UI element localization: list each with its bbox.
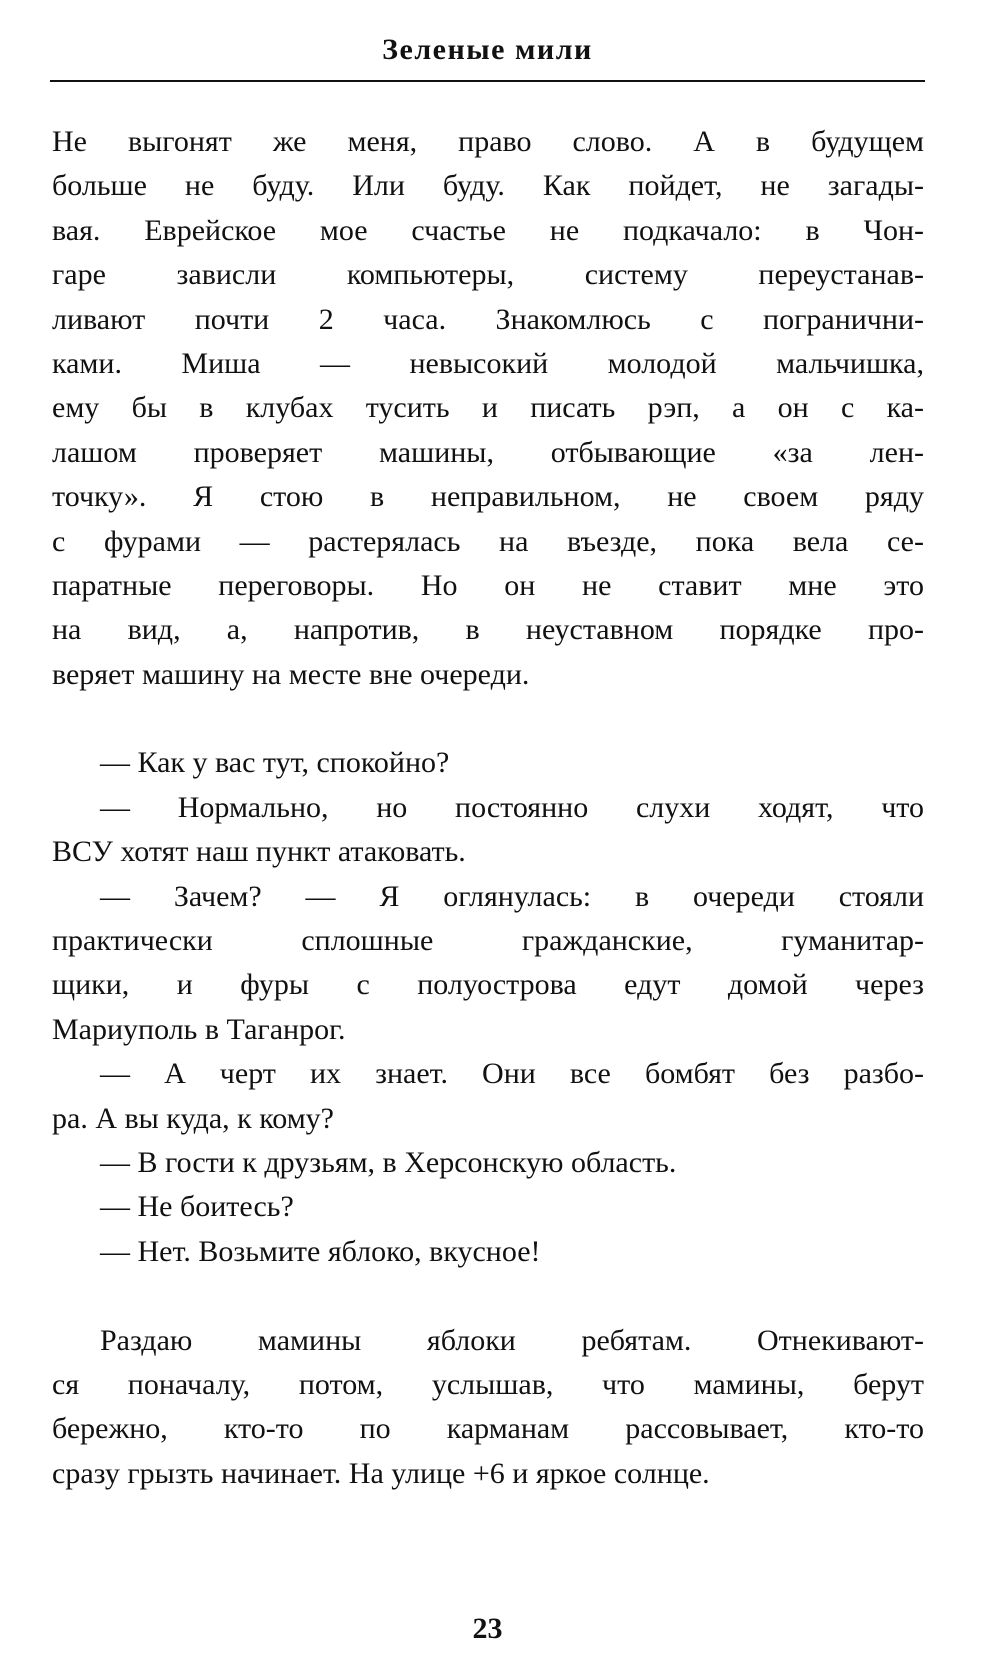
dialogue-line: — Зачем? — Я оглянулась: в очереди стояли (100, 879, 924, 913)
text-line: точку». Я стою в неправильном, не своем ряду (52, 480, 924, 514)
dialogue-line: — В гости к друзьям, в Херсонскую область. (100, 1145, 677, 1179)
text-line: ливают почти 2 часа. Знакомлюсь с погранични- (52, 302, 924, 336)
text-line: Раздаю мамины яблоки ребятам. Отнекивают- (100, 1323, 924, 1357)
dialogue-line: ра. А вы куда, к кому? (52, 1101, 334, 1135)
dialogue-line: — Нормально, но постоянно слухи ходят, что (100, 790, 924, 824)
dialogue-line: ВСУ хотят наш пункт атаковать. (52, 835, 466, 869)
dialogue-line: — Нет. Возьмите яблоко, вкусное! (100, 1234, 541, 1268)
body-text (52, 120, 924, 1496)
dialogue-line: — Как у вас тут, спокойно? (100, 746, 450, 780)
dialogue-line: Мариуполь в Таганрог. (52, 1012, 346, 1046)
text-line: с фурами — растерялась на въезде, пока вела се- (52, 524, 924, 558)
text-line: на вид, а, напротив, в неуставном порядке про- (52, 613, 924, 647)
running-header (50, 30, 925, 70)
text-line: Не выгонят же меня, право слово. А в будущем (52, 125, 924, 158)
paragraph-1 (52, 120, 924, 697)
dialogue (52, 741, 924, 1274)
text-line: лашом проверяет машины, отбывающие «за лен- (52, 435, 924, 469)
section-gap (52, 1274, 924, 1318)
dialogue-line: щики, и фуры с полуострова едут домой через (52, 968, 924, 1002)
page-number: 23 (472, 1612, 503, 1645)
text-line: сразу грызть начинает. На улице +6 и яркое солнце. (52, 1456, 710, 1490)
text-line: вая. Еврейское мое счастье не подкачало: в Чон- (52, 213, 924, 247)
dialogue-line: — А черт их знает. Они все бомбят без разбо- (100, 1057, 924, 1091)
paragraph-2 (52, 1319, 924, 1497)
text-line: паратные переговоры. Но он не ставит мне это (52, 568, 924, 602)
running-title: Зеленые мили (382, 33, 593, 66)
dialogue-line: — Не боитесь? (100, 1190, 294, 1224)
text-line: веряет машину на месте вне очереди. (52, 657, 530, 691)
text-line: гаре зависли компьютеры, систему переустанав- (52, 258, 924, 292)
text-line: ками. Миша — невысокий молодой мальчишка, (52, 346, 924, 380)
section-gap (52, 697, 924, 741)
text-line: бережно, кто-то по карманам рассовывает, кто-то (52, 1412, 924, 1446)
dialogue-line: практически сплошные гражданские, гуманитар- (52, 924, 924, 958)
text-line: ся поначалу, потом, услышав, что мамины, берут (52, 1367, 924, 1401)
text-line: больше не буду. Или буду. Как пойдет, не загады- (52, 169, 924, 203)
header-rule (50, 80, 925, 82)
text-line: ему бы в клубах тусить и писать рэп, а он с ка- (52, 391, 924, 425)
